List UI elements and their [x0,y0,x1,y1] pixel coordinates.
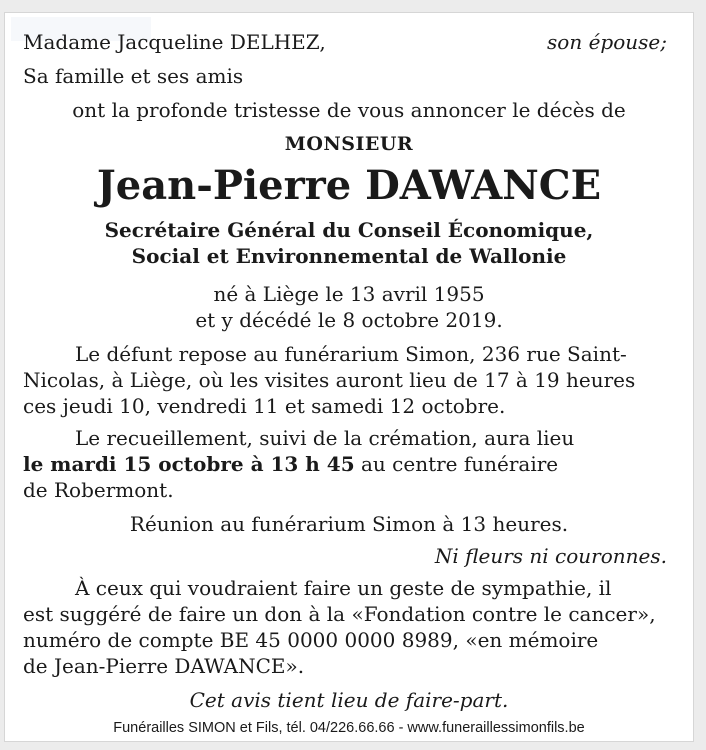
spouse-relation: son épouse; [547,30,667,54]
ceremony-date: le mardi 15 octobre à 13 h 45 [23,452,355,476]
family-line: Sa famille et ses amis [23,64,244,88]
repose-line-2: Nicolas, à Liège, où les visites auront lieu de 17 à 19 heures [23,368,636,392]
ceremony-line-1: Le recueillement, suivi de la crémation, aura lieu [75,426,575,450]
donation-line-3: numéro de compte BE 45 0000 0000 8989, «en mémoire [23,628,599,652]
death-line: et y décédé le 8 octobre 2019. [195,308,503,332]
function-line-2: Social et Environnemental de Wallonie [131,244,567,268]
spouse-name: Madame Jacqueline DELHEZ, [23,30,326,54]
obituary-notice [4,12,694,742]
funeral-home-footer: Funérailles SIMON et Fils, tél. 04/226.66.66 - www.funeraillessimonfils.be [113,720,585,736]
donation-line-2: est suggéré de faire un don à la «Fondation contre le cancer», [23,602,656,626]
donation-line-4: de Jean-Pierre DAWANCE». [23,654,305,678]
announce-line: ont la profonde tristesse de vous annoncer le décès de [72,98,626,122]
repose-line-3: ces jeudi 10, vendredi 11 et samedi 12 octobre. [23,394,506,418]
meeting-line: Réunion au funérarium Simon à 13 heures. [129,512,569,536]
ceremony-line-3: de Robermont. [23,478,174,502]
ceremony-place: au centre funéraire [354,452,559,476]
closing-line: Cet avis tient lieu de faire-part. [189,688,509,712]
deceased-name: Jean-Pierre DAWANCE [96,162,602,209]
birth-line: né à Liège le 13 avril 1955 [213,282,485,306]
function-line-1: Secrétaire Général du Conseil Économique, [104,218,594,242]
donation-line-1: À ceux qui voudraient faire un geste de sympathie, il [75,576,612,600]
spouse-line [5,29,693,55]
honorific: MONSIEUR [284,133,414,155]
ceremony-line-2 [5,451,693,477]
no-flowers-line: Ni fleurs ni couronnes. [434,544,667,568]
repose-line-1: Le défunt repose au funérarium Simon, 236 rue Saint- [75,342,627,366]
